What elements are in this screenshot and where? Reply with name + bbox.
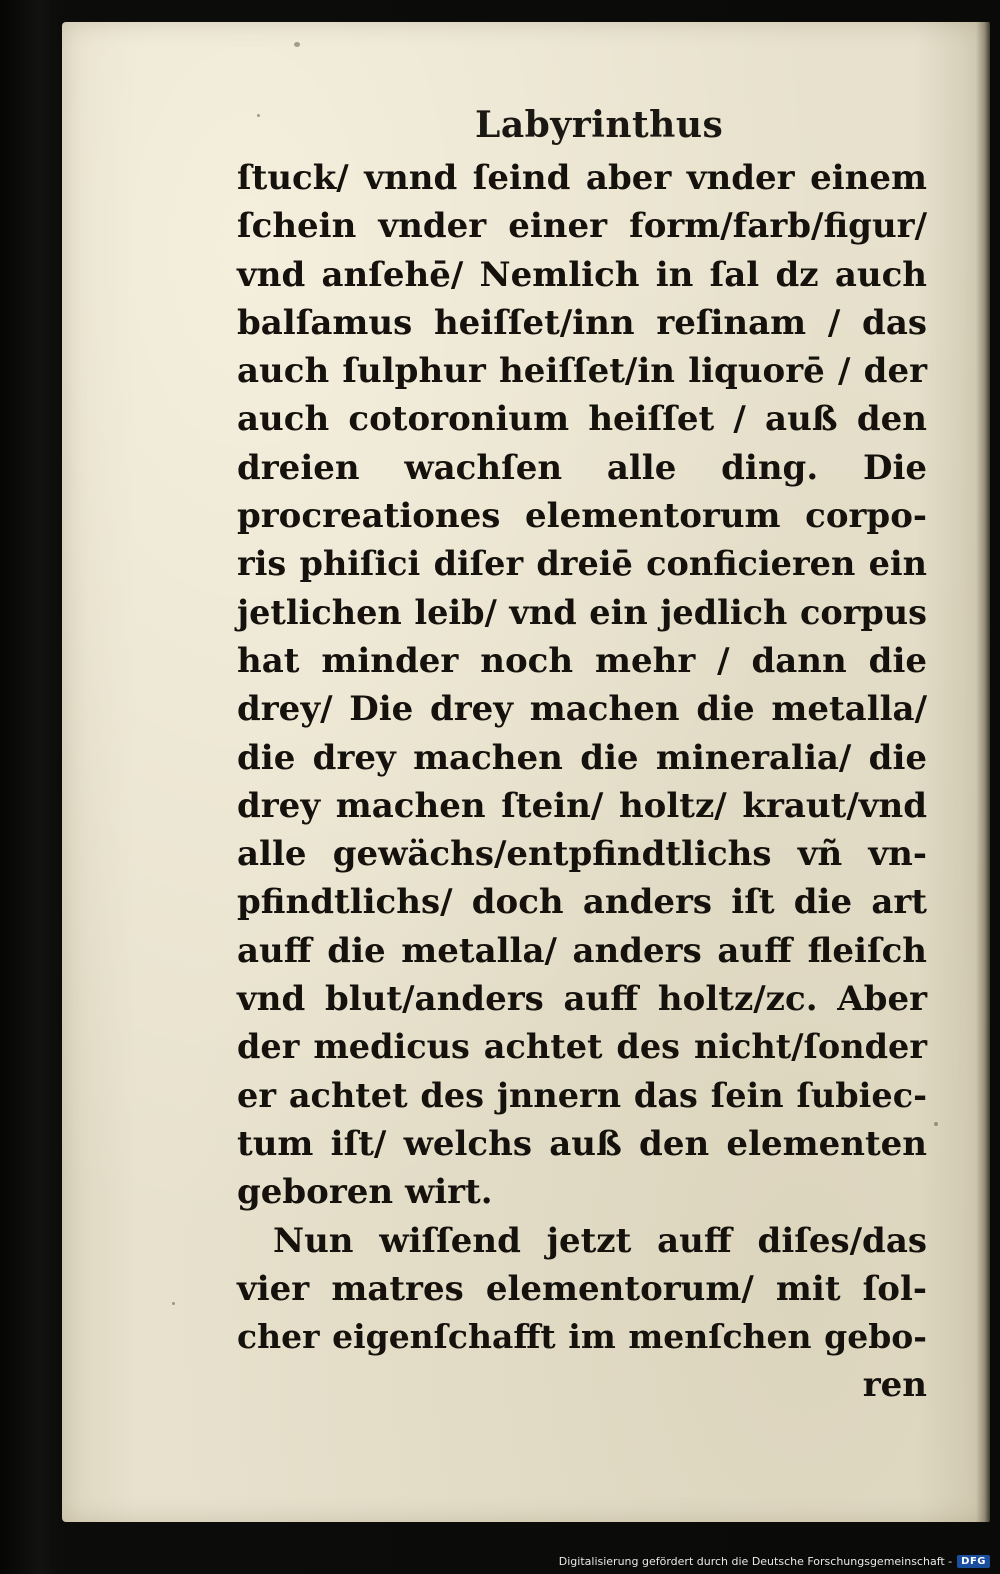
text-line: drey machen ſtein/ holtz/ kraut/vnd (237, 785, 927, 826)
text-line: hat minder noch mehr / dann die (237, 640, 927, 681)
paper-speck (257, 114, 260, 117)
dfg-logo-badge: DFG (957, 1555, 990, 1568)
credit-text: Digitalisierung gefördert durch die Deutsche Forschungsgemeinschaft - (558, 1554, 953, 1568)
text-line: procreationes elementorum corpo- (237, 496, 927, 537)
text-line: die drey machen die mineralia/ die (237, 737, 927, 778)
text-line: cher eigenſchafft im menſchen gebo- (237, 1317, 927, 1357)
paper-speck (172, 1302, 175, 1305)
paper-speck (294, 42, 300, 47)
text-line: drey/ Die drey machen die metalla/ (237, 689, 927, 730)
text-line: vnd blut/anders auff holtz/zc. Aber (237, 979, 927, 1020)
text-line: dreien wachſen alle ding. Die (237, 447, 927, 488)
text-line: balſamus heiſſet/inn reſinam / das (237, 302, 927, 343)
text-line: ſchein vnder einer form/farb/figur/ (237, 206, 927, 247)
text-line: vnd anſehē/ Nemlich in ſal dz auch (237, 254, 927, 295)
text-line: tum iſt/ welchs auß den elementen (237, 1123, 927, 1164)
text-line: pfindtlichs/ doch anders iſt die art (237, 882, 927, 923)
text-line: auch cotoronium heiſſet / auß den (237, 399, 927, 440)
text-line: jetlichen leib/ vnd ein jedlich corpus (237, 592, 927, 632)
text-line: ris phiſici diſer dreiē conficieren ein (237, 544, 927, 584)
catchword: ren (862, 1365, 927, 1406)
running-head: Labyrinthus (475, 104, 724, 146)
paper-speck (934, 1122, 938, 1126)
text-line-paragraph-start: Nun wiſſend jetzt auff diſes/das (273, 1220, 927, 1261)
text-line: er achtet des jnnern das ſein ſubiec- (237, 1075, 927, 1115)
text-block (237, 154, 927, 1410)
text-line: vier matres elementorum/ mit ſol- (237, 1268, 927, 1309)
text-line: auch ſulphur heiſſet/in liquorē / der (237, 351, 927, 392)
digitization-credit (559, 1550, 990, 1572)
page-edge-shadow (976, 22, 990, 1522)
text-line-paragraph-end: geboren wirt. (237, 1172, 493, 1213)
text-line: ſtuck/ vnnd ſeind aber vnder einem (237, 158, 927, 198)
text-line: alle gewächs/entpfindtlichs vñ vn- (237, 834, 927, 875)
text-line: der medicus achtet des nicht/ſonder (237, 1027, 927, 1067)
text-line: auff die metalla/ anders auff fleiſch (237, 930, 927, 971)
